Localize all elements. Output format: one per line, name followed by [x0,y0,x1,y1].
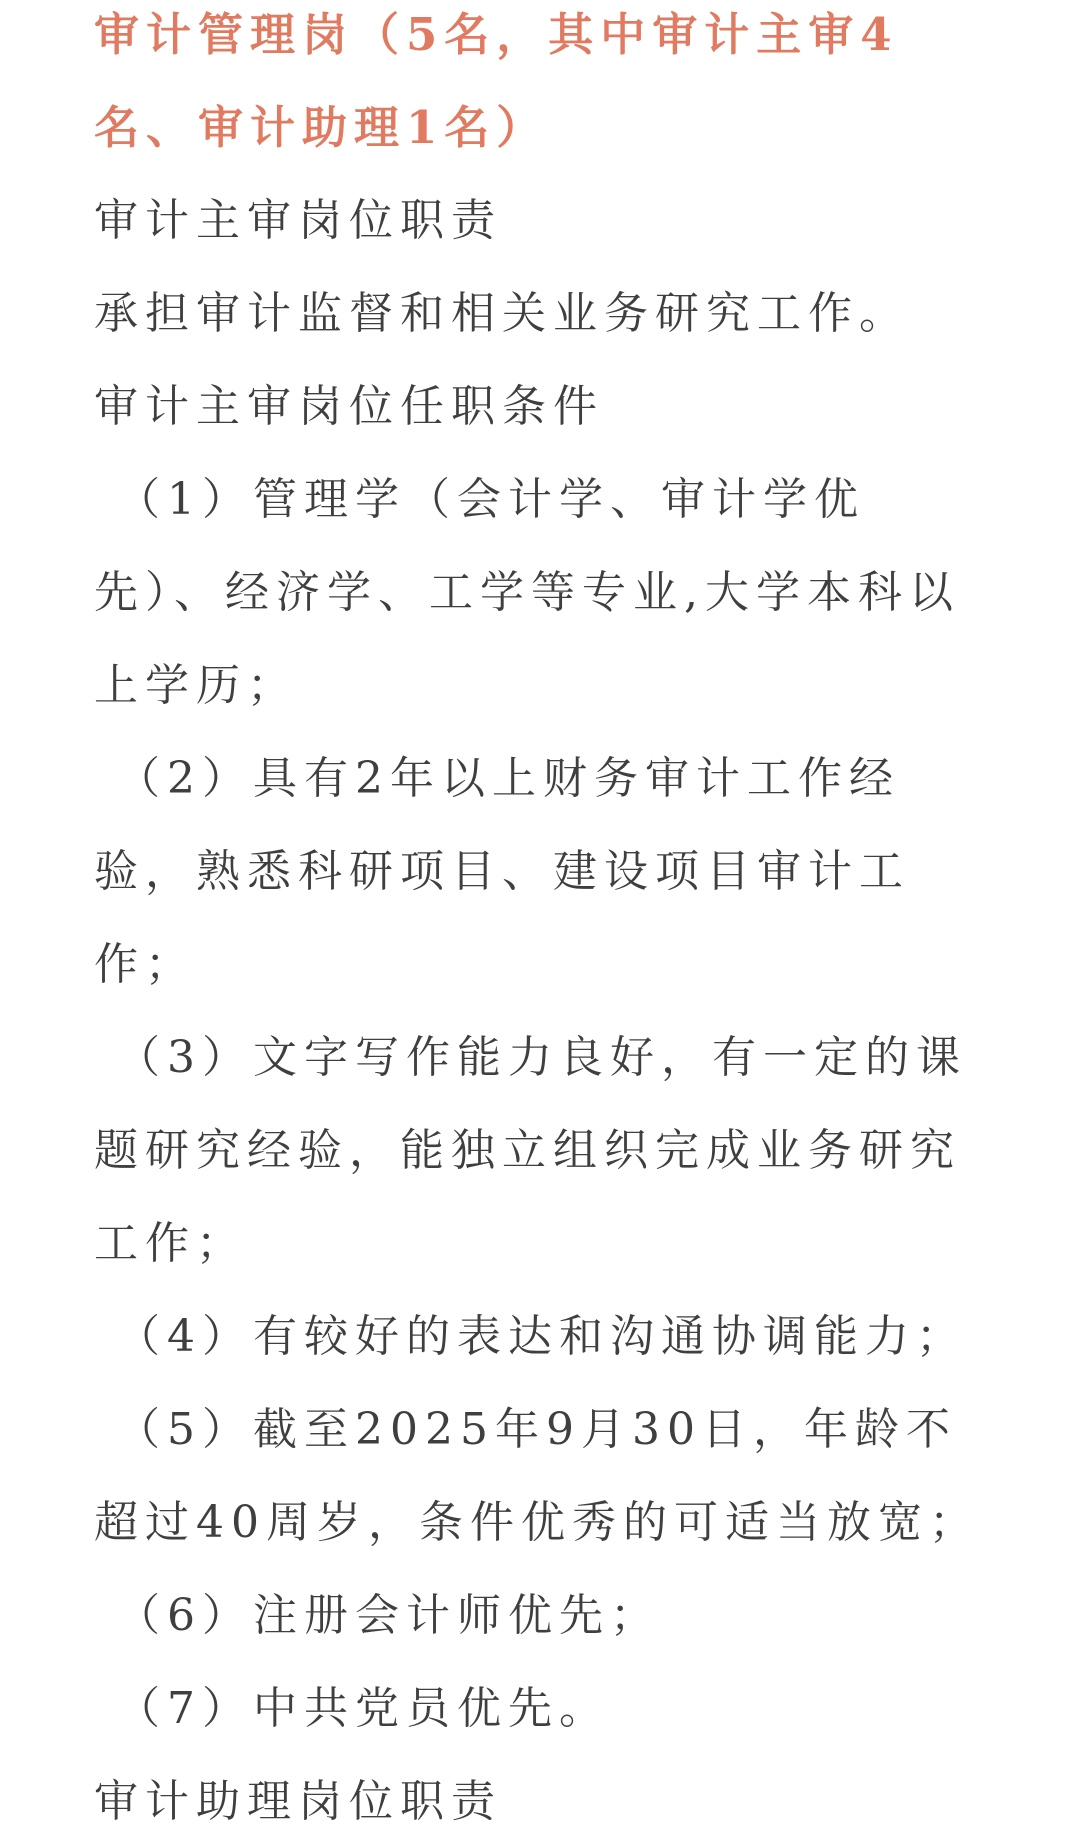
section-heading: 审计管理岗（5名，其中审计主审4名、审计助理1名） [94,8,899,154]
requirement-item-4: （4）有较好的表达和沟通协调能力； [116,1311,967,1362]
chief-duty-text: 承担审计监督和相关业务研究工作。 [94,288,910,339]
article-body [94,0,990,1848]
requirement-item-2: （2）具有2年以上财务审计工作经验，熟悉科研项目、建设项目审计工作； [94,753,910,990]
assistant-duty-title: 审计助理岗位职责 [94,1776,502,1827]
chief-requirements-title: 审计主审岗位任职条件 [94,381,604,432]
chief-duty-title: 审计主审岗位职责 [94,195,502,246]
requirement-item-5: （5）截至2025年9月30日，年龄不超过40周岁，条件优秀的可适当放宽； [94,1404,980,1548]
requirement-item-6: （6）注册会计师优先； [116,1590,661,1641]
requirement-item-7: （7）中共党员优先。 [116,1683,610,1734]
requirement-item-3: （3）文字写作能力良好，有一定的课题研究经验，能独立组织完成业务研究工作； [94,1032,967,1269]
requirement-item-1: （1）管理学（会计学、审计学优先）、经济学、工学等专业,大学本科以上学历； [94,474,960,711]
